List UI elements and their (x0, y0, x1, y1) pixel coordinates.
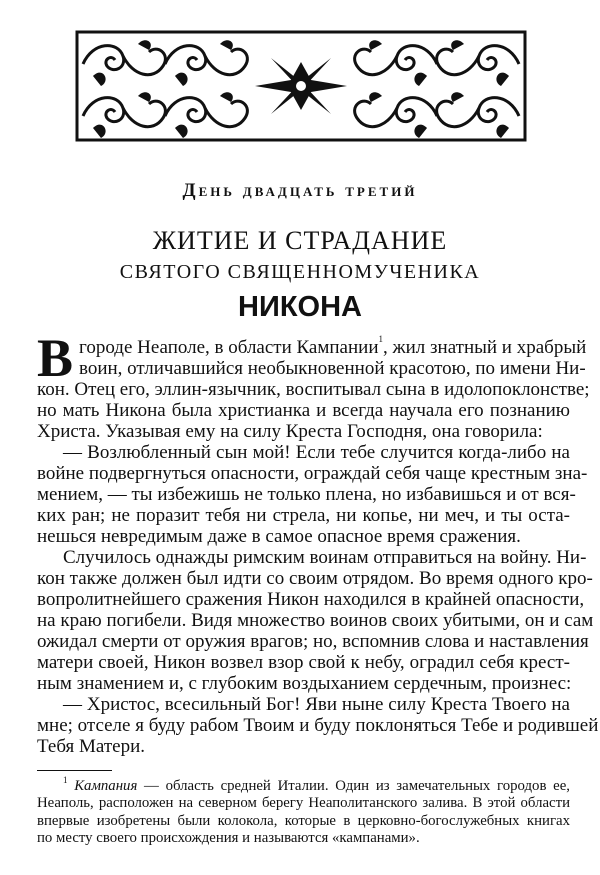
text-line: ожидал смерти от оружия врагов; но, вспомнив слова и наставления (37, 631, 589, 652)
text-line: вопролитнейшего сражения Никон находился в крайней опасности, (37, 589, 585, 610)
title-line-2: СВЯТОГО СВЯЩЕННОМУЧЕНИКА (119, 261, 481, 283)
text-line: Христа. Указывая ему на силу Креста Господня, она говорила: (37, 421, 543, 442)
footnote-mark[interactable]: 1 (378, 334, 383, 344)
footnote-number: 1 (63, 775, 68, 785)
text-line: кон. Отец его, эллин-язычник, воспитывал сына в идолопоклонстве; (37, 379, 590, 400)
footnote-line: по месту своего происхождения и называются «кампанами». (37, 830, 420, 847)
text-line: Случилось однажды римским воинам отправиться на войну. Ни- (63, 547, 587, 568)
footnote-line: $^1$ Кампания — область средней Италии. Один из замечательных городов ее, (63, 775, 570, 794)
drop-cap: В (37, 328, 74, 388)
day-heading: День двадцать третий (182, 180, 418, 201)
footnote-line: Неаполь, расположен на северном берегу Неаполитанского залива. В этой области (37, 795, 570, 812)
title-name: НИКОНА (238, 291, 362, 323)
footnote-line: впервые изобретены были колокола, которые в церковно-богослужебных книгах (37, 812, 570, 829)
text-line: матери своей, Никон возвел взор свой к небу, оградил себя крест- (37, 652, 570, 673)
body-text (37, 328, 599, 757)
footnote (37, 775, 570, 848)
text-line: — Возлюбленный сын мой! Если тебе случится когда-либо на (63, 442, 570, 463)
text-line: кон также должен был идти со своим отрядом. Во время одного кро- (37, 568, 593, 589)
text-line: мением, — ты избежишь не только плена, но избавишься и от вся- (37, 484, 576, 505)
decorative-ornament (75, 30, 527, 142)
text-line: на краю погибели. Видя множество воинов своих убитыми, он и сам (37, 610, 594, 631)
footnote-divider (37, 770, 112, 771)
text-line: ным знамением и, с глубоким воздыханием сердечным, произнес: (37, 673, 572, 694)
text-line: но мать Никона была христианка и всегда научала его познанию (37, 400, 570, 421)
footnote-term: Кампания (74, 778, 138, 794)
text-line: нешься невредимым даже в самое опасное время сражения. (37, 526, 521, 547)
text-line: ких ран; не поразит тебя ни стрела, ни копье, ни меч, и ты оста- (37, 505, 570, 526)
text-line: воин, отличавшийся необыкновенной красотою, по имени Ни- (79, 358, 586, 379)
title-line-1: ЖИТИЕ И СТРАДАНИЕ (152, 226, 448, 255)
text-line: городе Неаполе, в области Кампании$^1$, жил знатный и храбрый (79, 334, 587, 358)
text-line: Тебя Матери. (37, 736, 145, 757)
text-line: мне; отселе я буду рабом Твоим и буду поклоняться Тебе и родившей (37, 715, 599, 736)
text-line: войне подвергнуться опасности, ограждай себя чаще крестным зна- (37, 463, 588, 484)
text-line: — Христос, всесильный Бог! Яви ныне силу Креста Твоего на (63, 694, 570, 715)
